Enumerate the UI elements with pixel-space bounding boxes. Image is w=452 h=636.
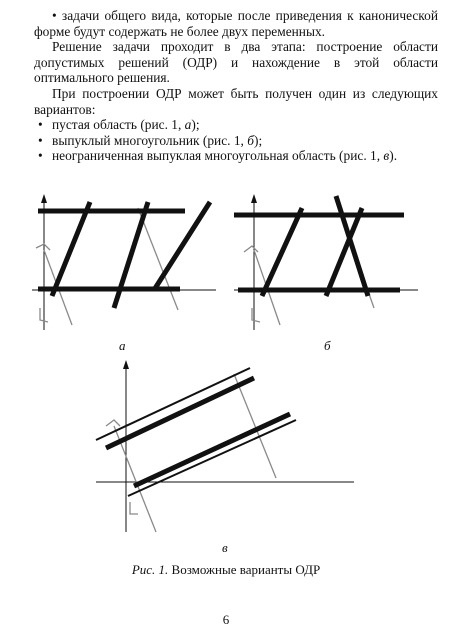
page-number: 6 bbox=[222, 612, 230, 627]
figure-b-label: б bbox=[324, 338, 331, 353]
paragraph-1: • задачи общего вида, которые после приведения к канонической форме будут содержать не более двух переменных. bbox=[34, 8, 438, 39]
bullet-icon: • bbox=[38, 132, 43, 148]
figure-b-convex-polygon bbox=[228, 190, 423, 340]
gradient-arrow-2 bbox=[252, 308, 260, 322]
bullet-tail: ). bbox=[389, 148, 398, 164]
bullet-ref: а bbox=[184, 117, 192, 133]
y-axis-arrow-icon bbox=[41, 194, 47, 203]
bullet-text: пустая область (рис. 1, bbox=[52, 117, 185, 133]
bullet-item-unbounded-region bbox=[34, 148, 438, 164]
figure-v-unbounded-region bbox=[92, 356, 362, 540]
bullet-item-convex-polygon bbox=[34, 133, 438, 149]
constraint-slant-1 bbox=[52, 202, 90, 296]
constraint-lower-thin bbox=[128, 420, 296, 496]
y-axis-arrow-icon bbox=[123, 360, 129, 369]
body-text bbox=[34, 8, 438, 164]
bullet-text: выпуклый многоугольник (рис. 1, bbox=[52, 132, 248, 148]
bullet-ref: в bbox=[383, 148, 390, 164]
bullet-text: неограниченная выпуклая многоугольная область (рис. 1, bbox=[52, 148, 384, 164]
caption-text: Возможные варианты ОДР bbox=[168, 562, 321, 577]
figure-v-label: в bbox=[222, 540, 228, 555]
gradient-arrow-1 bbox=[244, 246, 258, 252]
bullet-tail: ); bbox=[254, 132, 263, 148]
bullet-ref: б bbox=[247, 132, 255, 148]
bullet-item-empty-region bbox=[34, 117, 438, 133]
constraint-slant-3 bbox=[154, 202, 210, 290]
constraint-slant-1 bbox=[262, 208, 302, 296]
gradient-arrow-1 bbox=[36, 244, 50, 250]
figure-a-empty-region bbox=[30, 190, 220, 340]
bullet-tail: ); bbox=[191, 117, 200, 133]
constraint-upper-thick bbox=[106, 378, 254, 448]
caption-prefix: Рис. 1. bbox=[131, 562, 169, 577]
y-axis-arrow-icon bbox=[251, 194, 257, 203]
gradient-arrow-1 bbox=[106, 420, 120, 426]
constraint-upper-thin bbox=[96, 368, 250, 440]
figure-a-label: а bbox=[119, 338, 126, 353]
bullet-icon: • bbox=[38, 148, 43, 164]
constraint-slant-2 bbox=[114, 202, 148, 308]
paragraph-2: Решение задачи проходит в два этапа: построение области допустимых решений (ОДР) и нахождение в этой области оптимального решения. bbox=[34, 39, 438, 86]
paragraph-3: При построении ОДР может быть получен один из следующих вариантов: bbox=[34, 85, 438, 117]
gradient-arrow-2 bbox=[130, 502, 138, 514]
bullet-icon: • bbox=[38, 117, 43, 133]
figure-caption bbox=[0, 562, 452, 578]
